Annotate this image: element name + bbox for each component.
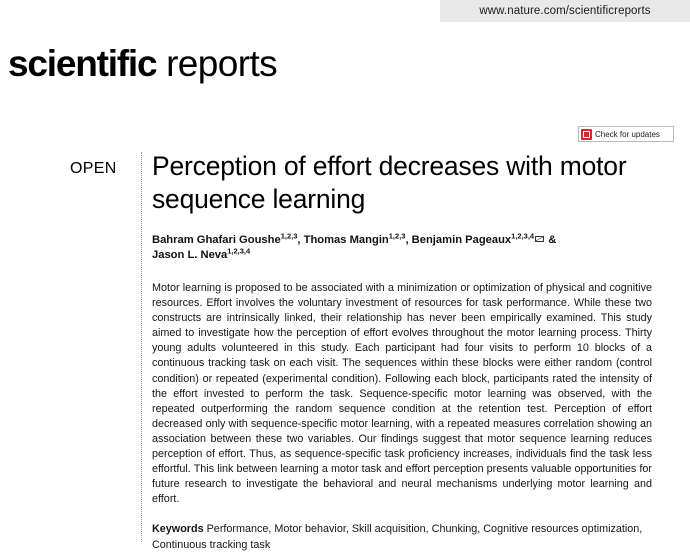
crossmark-icon — [581, 129, 592, 140]
article-divider — [141, 152, 142, 542]
author-affiliation-2: 1,2,3 — [388, 231, 406, 241]
masthead-reports: reports — [156, 43, 278, 84]
article-abstract: Motor learning is proposed to be associated with a minimization or optimization of physical and cognitive resources. Effort involves the voluntary investment of resources for task performance. While these two constructs are intrinsically linked, their relationship has never been empirically examined. This study aimed to investigate how the perception of effort evolves throughout the motor learning process. Thirty young adults volunteered in this study. Each participant had four visits to perform 10 blocks of a continuous tracking task on each visit. The sequences within these blocks were either random (control condition) or repeated (experimental condition). Following each block, participants rated the intensity of the effort invested to perform the task. Sequence-specific motor learning was observed, with the repeated outperforming the random sequence condition at the retention test. Perception of effort decreased only with sequence-specific motor learning, with a repeated measures correlation showing an association between these two variables. Our findings suggest that motor sequence learning reduces perception of effort. Thus, as sequence-specific task proficiency increases, individuals find the task less effortful. This link between learning a motor task and effort perception presents valuable opportunities for future research to investigate the behavioral and neural mechanisms underlying motor learning and effort. — [152, 282, 652, 506]
article-title: Perception of effort decreases with motor sequence learning — [152, 151, 627, 214]
email-icon[interactable] — [535, 236, 544, 243]
author-list — [152, 233, 672, 263]
url-text: www.nature.com/scientificreports — [479, 5, 651, 17]
browser-url-bar[interactable] — [440, 0, 690, 22]
masthead-scientific: scientific — [8, 43, 157, 84]
author-affiliation-1: 1,2,3 — [280, 231, 298, 241]
article-container — [152, 150, 672, 553]
author-name-4[interactable]: Jason L. Neva — [152, 249, 228, 261]
keywords-label: Keywords — [152, 523, 204, 536]
keywords-text: Performance, Motor behavior, Skill acquisition, Chunking, Cognitive resources optimization, Continuous tracking task — [152, 523, 643, 551]
article-keywords — [152, 522, 652, 552]
check-for-updates-label: Check for updates — [595, 129, 660, 139]
open-access-label: OPEN — [70, 160, 117, 177]
check-for-updates-button[interactable] — [578, 126, 674, 142]
author-name-2[interactable]: , Thomas Mangin — [297, 234, 389, 246]
author-affiliation-3: 1,2,3,4 — [511, 231, 535, 241]
author-affiliation-4: 1,2,3,4 — [227, 246, 251, 256]
author-name-3[interactable]: , Benjamin Pageaux — [405, 234, 512, 246]
author-conjunction: & — [545, 234, 557, 246]
author-name-1[interactable]: Bahram Ghafari Goushe — [152, 234, 281, 246]
journal-masthead — [8, 42, 277, 86]
